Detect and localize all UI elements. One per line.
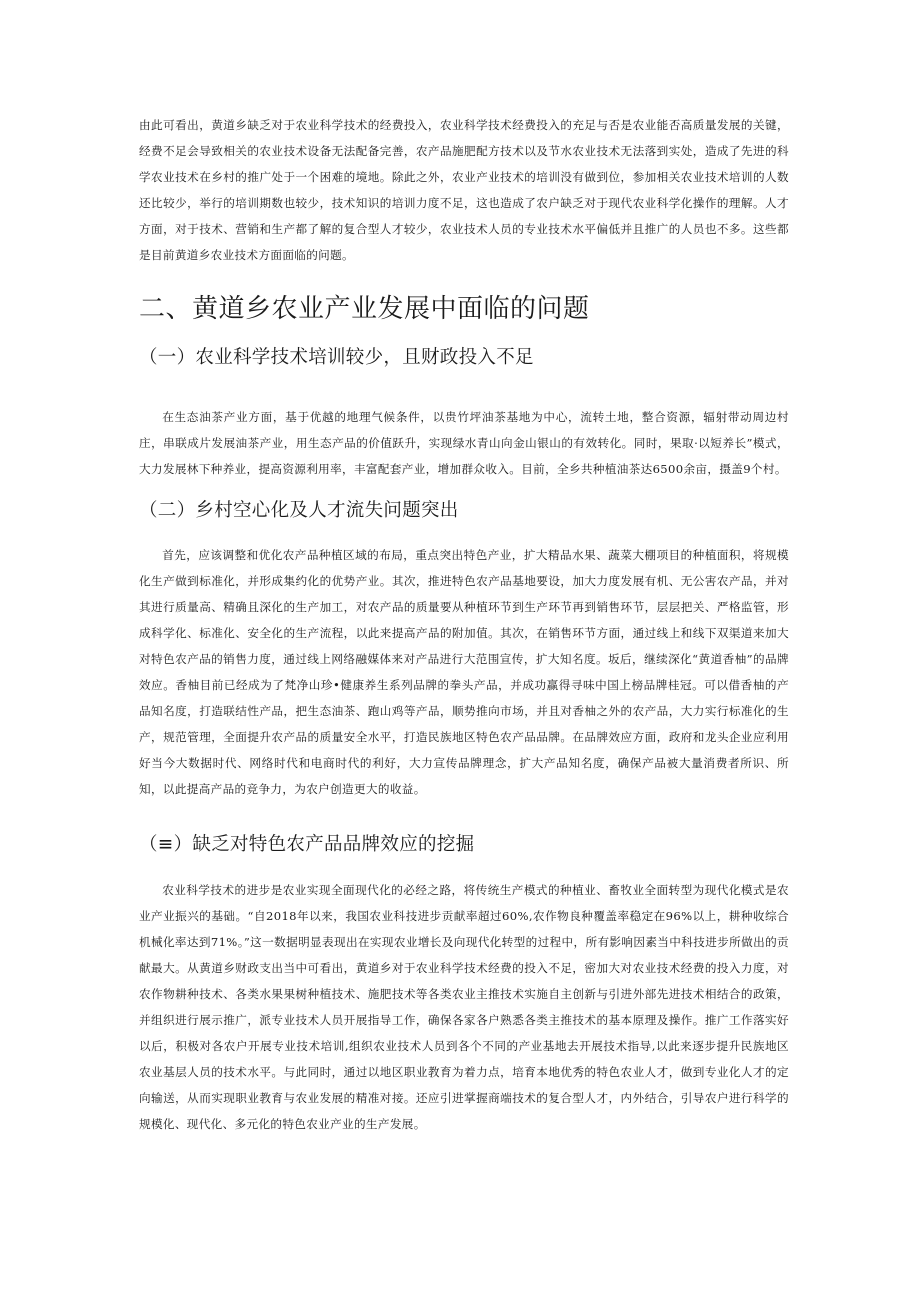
intro-paragraph: 由此可看出，黄道乡缺乏对于农业科学技术的经费投入，农业科学技术经费投入的充足与否是农业能否高质量发展的关键，经费不足会导致相关的农业技术设备无法配备完善，农产品施肥配方技术以及节水农业技术无法落到实处，造成了先进的科学农业技术在乡村的推广处于一个困难的境地。除此之外，农业产业技术的培训没有做到位，参加相关农业技术培训的人数还比较少，举行的培训期数也较少，技术知识的培训力度不足，这也造成了农户缺乏对于现代农业科学化操作的理解。人才方面，对于技术、营销和生产都了解的复合型人才较少，农业技术人员的专业技术水平偏低并且推广的人员也不多。这些都是目前黄道乡农业技术方面面临的问题。 bbox=[139, 118, 789, 262]
section-heading: 二、黄道乡农业产业发展中面临的问题 bbox=[139, 294, 590, 324]
subsection-heading-1: （一）农业科学技术培训较少，且财政投入不足 bbox=[139, 347, 534, 368]
subsection-paragraph-1: 在生态油茶产业方面，基于优越的地理气候条件，以贵竹坪油茶基地为中心，流转土地，整合资源，辐射带动周边村庄，串联成片发展油茶产业，用生态产品的价值跃升，实现绿水青山向金山银山的有效转化。同时，果取·以短养长”模式，大力发展林下种养业，提高资源利用率，丰富配套产业，增加群众收入。目前，全乡共种植油茶达6500余亩，摄盖9个村。 bbox=[139, 410, 789, 476]
subsection-heading-3: （≡）缺乏对特色农产品品牌效应的挖掘 bbox=[139, 834, 475, 855]
subsection-heading-2: （二）乡村空心化及人才流失问题突出 bbox=[139, 500, 459, 521]
document-page bbox=[139, 112, 789, 1137]
subsection-paragraph-3: 农业科学技术的进步是农业实现全面现代化的必经之路，将传统生产模式的种植业、畜牧业全面转型为现代化模式是农业产业振兴的基础。“自2018年以来，我国农业科技进步贡献率超过60%,农作物良种覆盖率稳定在96%以上，耕种收综合机械化率达到71%。”这一数据明显表现出在实现农业增长及向现代化转型的过程中，所有影响因素当中科技进步所做出的贡献最大。从黄道乡财政支出当中可看出，黄道乡对于农业科学技术经费的投入不足，密加大对农业技术经费的投入力度，对农作物耕种技术、各类水果果树种植技术、施肥技术等各类农业主推技术实施自主创新与引进外部先进技术相结合的政策，并组织进行展示推广，派专业技术人员开展指导工作，确保各家各户熟悉各类主推技术的基本原理及操作。推广工作落实好以后，积极对各农户开展专业技术培训,组织农业技术人员到各个不同的产业基地去开展技术指导,以此来逐步提升民族地区农业基层人员的技术水平。与此同时，通过以地区职业教育为着力点，培育本地优秀的特色农业人才，做到专业化人才的定向输送，从而实现职业教育与农业发展的精准对接。还应引进掌握商端技术的复合型人才，内外结合，引导农户进行科学的规模化、现代化、多元化的特色农业产业的生产发展。 bbox=[139, 883, 789, 1131]
subsection-paragraph-2: 首先，应该调整和优化农产品种植区域的布局，重点突出特色产业，扩大精品水果、蔬菜大棚项目的种植面积，将规模化生产做到标准化，并形成集约化的优势产业。其次，推进特色农产品基地要设，加大力度发展有机、无公害农产品，并对其进行质量高、精确且深化的生产加工，对农产品的质量要从种植环节到生产环节再到销售环节，层层把关、严格监管，形成科学化、标准化、安全化的生产流程，以此来提高产品的附加值。其次，在销售环节方面，通过线上和线下双渠道来加大对特色农产品的销售力度，通过线上网络融媒体来对产品进行大范围宣传，扩大知名度。坂后，继续深化“黄道香柚”的品牌效应。香柚目前已经成为了梵净山珍•健康养生系列品牌的拳头产品，并成功赢得寻味中国上榜品牌桂冠。可以借香柚的产品知名度，打造联结性产品，把生态油茶、跑山鸡等产品，顺势推向市场，并且对香柚之外的农产品，大力实行标准化的生产，规范管理，全面提升农产品的质量安全水平，打造民族地区特色农产品品牌。在品牌效应方面，政府和龙头企业应利用好当今大数据时代、网络时代和电商时代的利好，大力宣传品牌理念，扩大产品知名度，确保产品被大量消费者所识、所知，以此提高产品的竞争力，为农户创造更大的收益。 bbox=[139, 548, 789, 796]
